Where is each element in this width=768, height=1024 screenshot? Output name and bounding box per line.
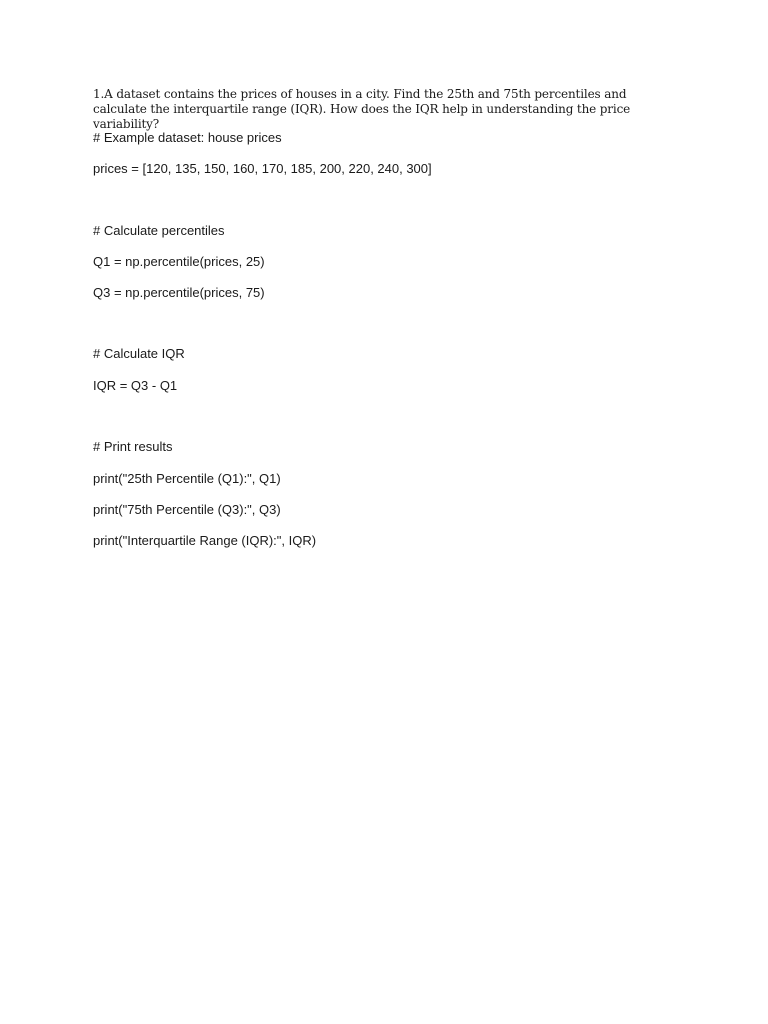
iqr-line: IQR = Q3 - Q1: [93, 378, 178, 393]
comment-iqr: # Calculate IQR: [93, 346, 185, 361]
prices-line: prices = [120, 135, 150, 160, 170, 185, 200, 220, 240, 300]: [93, 161, 432, 176]
q3-line: Q3 = np.percentile(prices, 75): [93, 285, 265, 300]
print-iqr-line: print("Interquartile Range (IQR):", IQR): [93, 533, 317, 548]
comment-dataset: # Example dataset: house prices: [93, 130, 282, 145]
comment-print: # Print results: [93, 439, 173, 454]
print-q1-line: print("25th Percentile (Q1):", Q1): [93, 471, 281, 486]
print-q3-line: print("75th Percentile (Q3):", Q3): [93, 502, 281, 517]
comment-percentiles: # Calculate percentiles: [93, 223, 225, 238]
question-text: 1.A dataset contains the prices of houses in a city. Find the 25th and 75th percentiles and calculate the interquartile range (IQR). How does the IQR help in understanding the price variability?: [93, 87, 631, 131]
q1-line: Q1 = np.percentile(prices, 25): [93, 254, 265, 269]
